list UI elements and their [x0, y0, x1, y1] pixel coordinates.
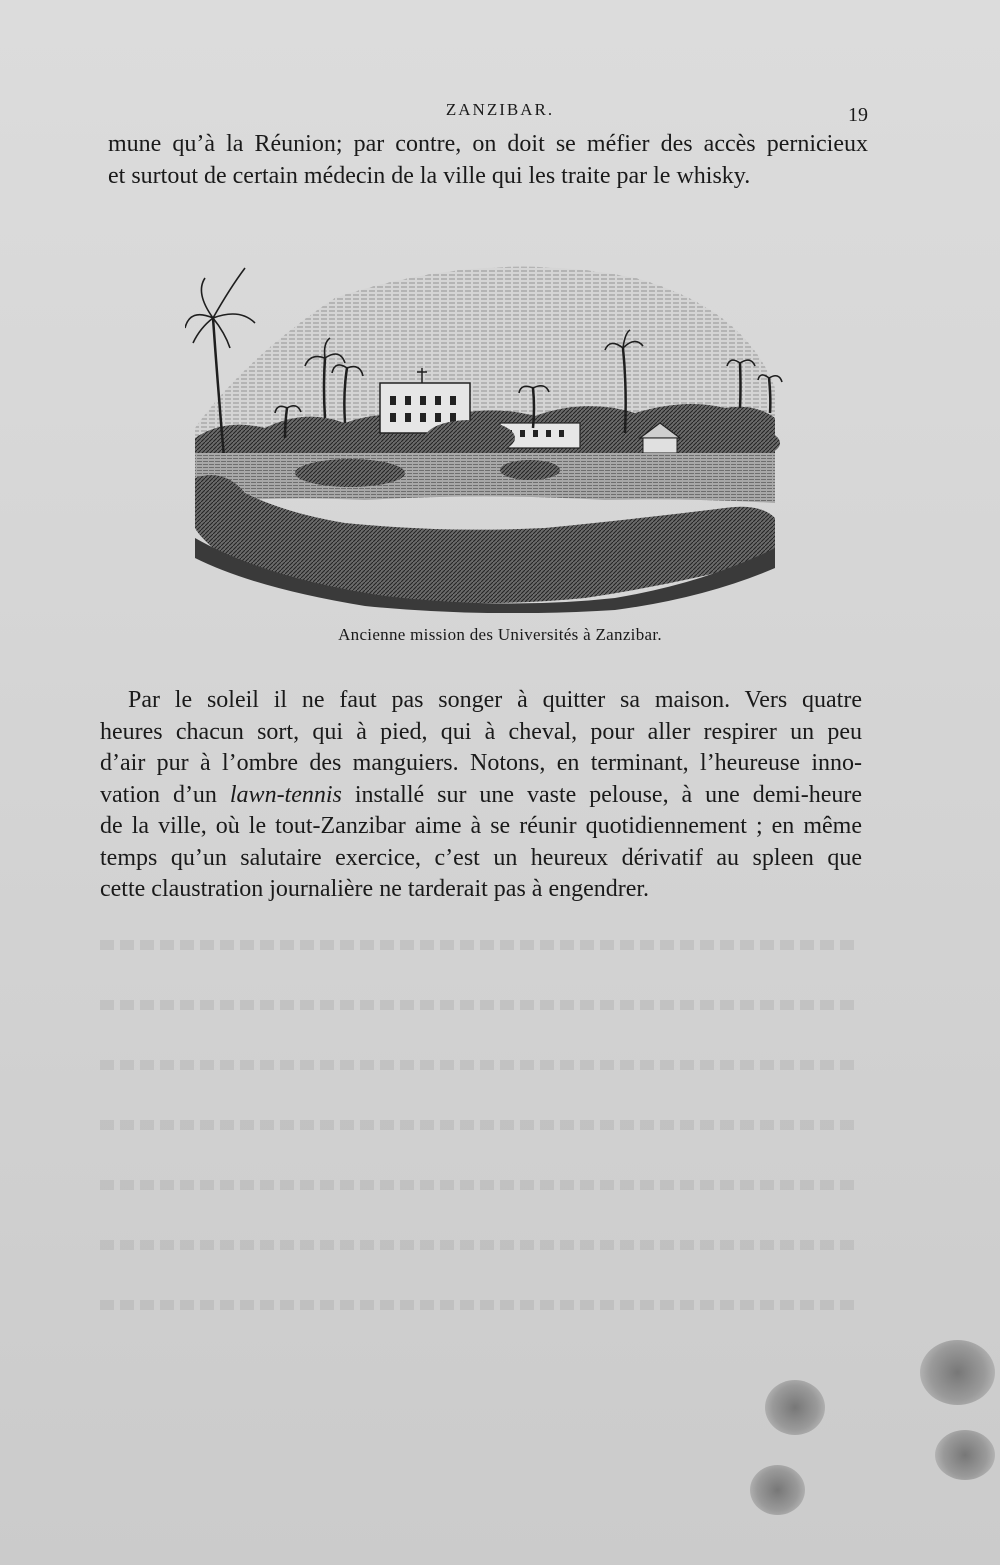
text-line: cette claustration journalière ne tarderait pas à engendrer.	[100, 876, 650, 902]
show-through-line	[100, 1060, 860, 1070]
text-line: d’air pur à l’ombre des manguiers. Notons, en terminant, l’heureuse inno-	[100, 750, 862, 776]
page-number: 19	[848, 104, 868, 126]
show-through-line	[100, 940, 860, 950]
text-segment: vation d’un	[100, 781, 230, 808]
text-line: mune qu’à la Réunion; par contre, on doit se méfier des accès pernicieux	[108, 131, 868, 157]
text-line: Par le soleil il ne faut pas songer à quitter sa maison. Vers quatre	[128, 687, 862, 713]
running-title: ZANZIBAR.	[445, 100, 555, 119]
text-line: de la ville, où le tout-Zanzibar aime à se réunir quotidiennement ; en même	[100, 813, 862, 839]
paper-stain	[935, 1430, 995, 1480]
engraving-illustration	[185, 238, 785, 613]
show-through-line	[100, 1300, 860, 1310]
paper-stain	[765, 1380, 825, 1435]
text-line: heures chacun sort, qui à pied, qui à cheval, pour aller respirer un peu	[100, 718, 862, 745]
show-through-line	[100, 1000, 860, 1010]
paper-stain	[750, 1465, 805, 1515]
figure-caption: Ancienne mission des Universités à Zanzibar.	[338, 625, 662, 644]
show-through-line	[100, 1120, 860, 1130]
paper-stain	[920, 1340, 995, 1405]
continued-paragraph	[108, 128, 868, 192]
text-segment: installé sur une vaste pelouse, à une demi-heure	[341, 781, 862, 808]
show-through-line	[100, 1180, 860, 1190]
show-through-line	[100, 1240, 860, 1250]
running-head	[0, 100, 1000, 130]
main-paragraph	[100, 685, 862, 906]
text-line: temps qu’un salutaire exercice, c’est un heureux dérivatif au spleen que	[100, 844, 862, 871]
text-line: et surtout de certain médecin de la ville qui les traite par le whisky.	[108, 163, 751, 189]
italic-term: lawn-tennis	[229, 781, 342, 808]
text-line	[100, 780, 862, 812]
